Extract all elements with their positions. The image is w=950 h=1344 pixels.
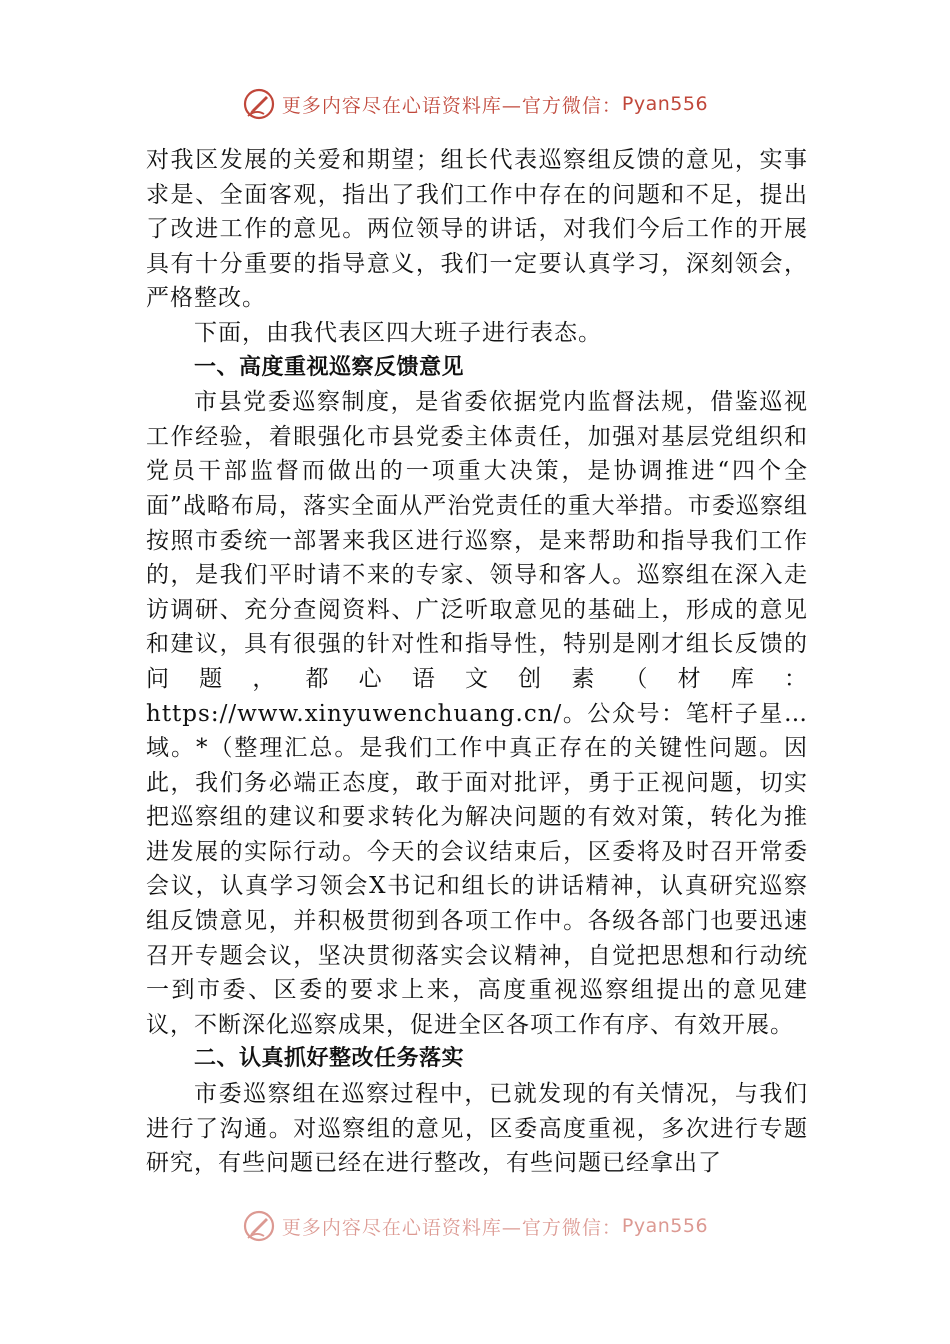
- document-body: [146, 143, 808, 1181]
- watermark-code: Pyan556: [621, 93, 709, 115]
- watermark-text: 更多内容尽在心语资料库—官方微信：: [281, 1216, 622, 1239]
- paragraph-intro: 下面，由我代表区四大班子进行表态。: [194, 319, 602, 346]
- section-heading-2: 二、认真抓好整改任务落实: [194, 1046, 465, 1072]
- pen-logo-icon: [242, 1209, 276, 1243]
- section-heading-1: 一、高度重视巡察反馈意见: [194, 354, 465, 380]
- watermark-text: 更多内容尽在心语资料库—官方微信：: [281, 94, 622, 117]
- paragraph-section-2: 市委巡察组在巡察过程中，已就发现的有关情况，与我们进行了沟通。对巡察组的意见，区委高度重视，多次进行专题研究，有些问题已经在进行整改，有些问题已经拿出了: [146, 1081, 808, 1177]
- watermark-code: Pyan556: [621, 1215, 709, 1237]
- watermark-banner-bottom: [0, 1206, 950, 1246]
- paragraph-section-1: 市县党委巡察制度，是省委依据党内监督法规，借鉴巡视工作经验，着眼强化市县党委主体责任，加强对基层党组织和党员干部监督而做出的一项重大决策，是协调推进“四个全面”战略布局，落实全面从严治党责任的重大举措。市委巡察组按照市委统一部署来我区进行巡察，是来帮助和指导我们工作的，是我们平时请不来的专家、领导和客人。巡察组在深入走访调研、充分查阅资料、广泛听取意见的基础上，形成的意见和建议，具有很强的针对性和指导性，特别是刚才组长反馈的问题，都心语文创素（材库：https://www.xinyuwenchuang.cn/。公众号：笔杆子星…域。*（整理汇总。是我们工作中真正存在的关键性问题。因此，我们务必端正态度，敢于面对批评，勇于正视问题，切实把巡察组的建议和要求转化为解决问题的有效对策，转化为推进发展的实际行动。今天的会议结束后，区委将及时召开常委会议，认真学习领会X书记和组长的讲话精神，认真研究巡察组反馈意见，并积极贯彻到各项工作中。各级各部门也要迅速召开专题会议，坚决贯彻落实会议精神，自觉把思想和行动统一到市委、区委的要求上来，高度重视巡察组提出的意见建议，不断深化巡察成果，促进全区各项工作有序、有效开展。: [146, 389, 808, 1038]
- paragraph-continuation: 对我区发展的关爱和期望；组长代表巡察组反馈的意见，实事求是、全面客观，指出了我们工作中存在的问题和不足，提出了改进工作的意见。两位领导的讲话，对我们今后工作的开展具有十分重要的指导意义，我们一定要认真学习，深刻领会，严格整改。: [146, 147, 808, 312]
